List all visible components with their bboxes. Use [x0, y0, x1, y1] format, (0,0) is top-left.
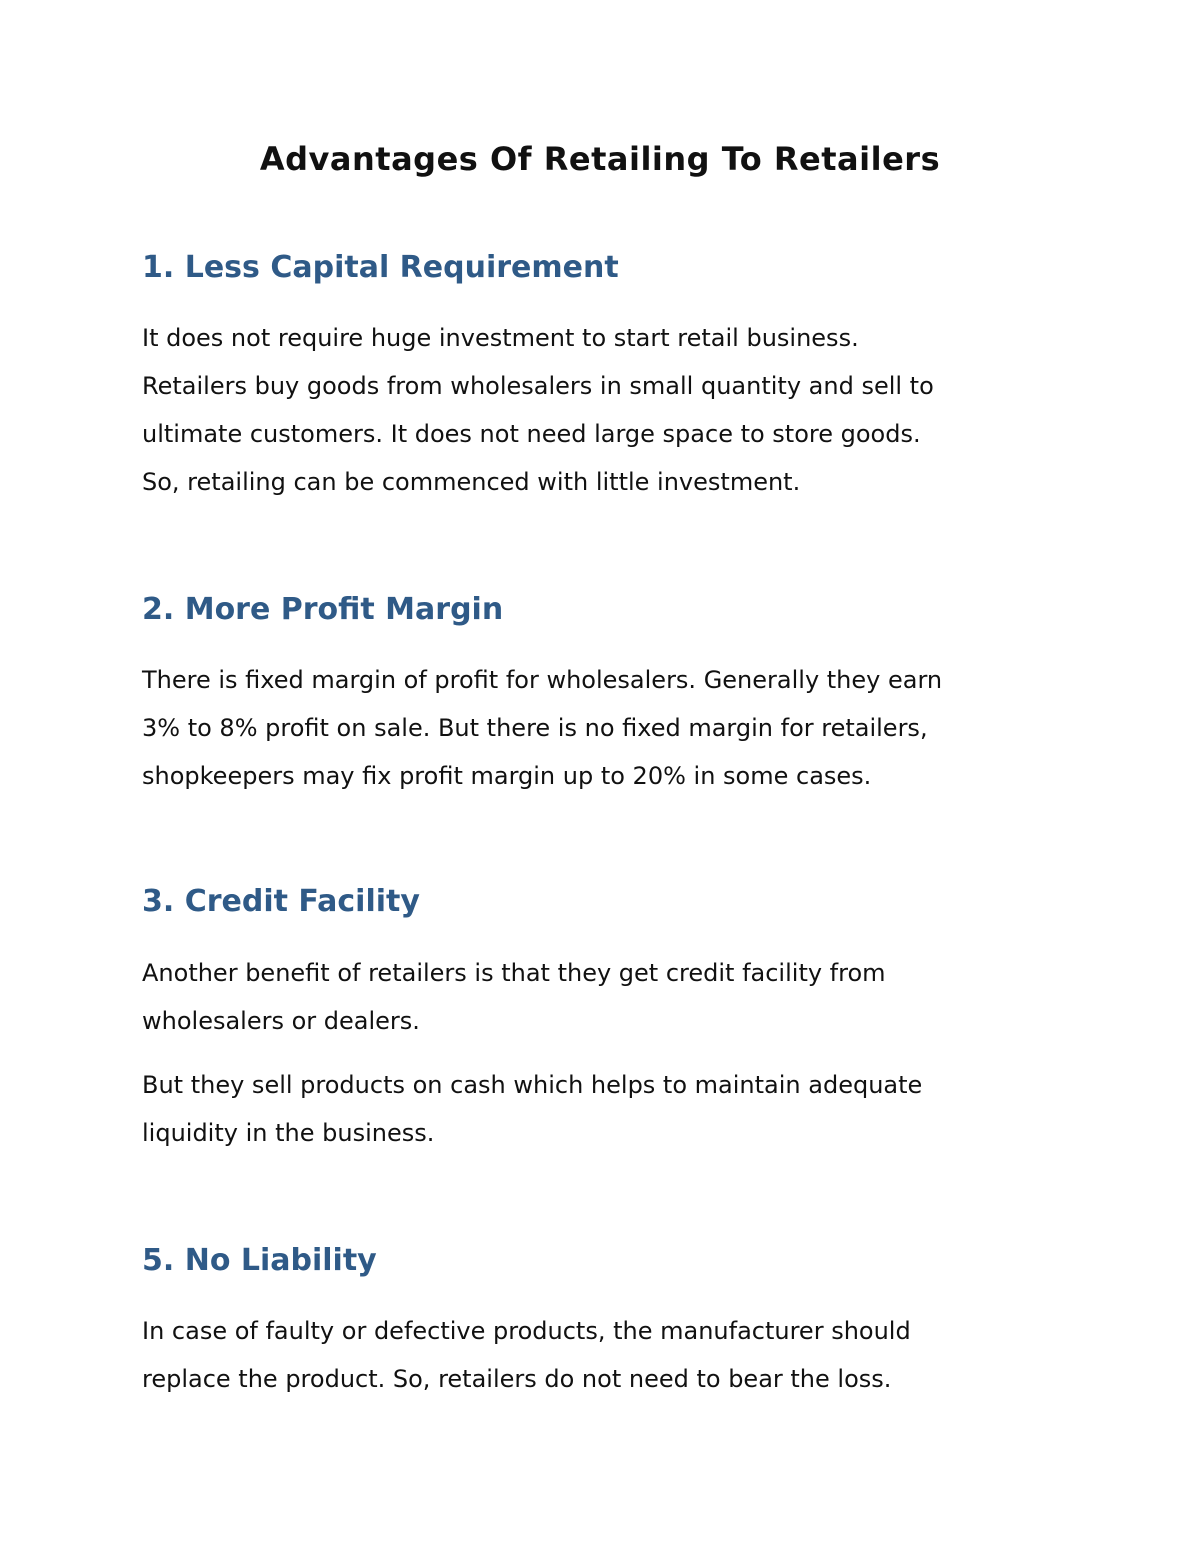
- section-heading-no-liability: 5. No Liability: [142, 1243, 377, 1278]
- paragraph-line: liquidity in the business.: [142, 1119, 435, 1147]
- section-heading-more-profit-margin: 2. More Profit Margin: [142, 592, 504, 627]
- section-paragraph: [142, 1061, 1082, 1157]
- section-paragraph: [142, 314, 1082, 506]
- paragraph-line: wholesalers or dealers.: [142, 1007, 420, 1035]
- section-heading-less-capital-requirement: 1. Less Capital Requirement: [142, 250, 619, 285]
- paragraph-line: There is fixed margin of profit for wholesalers. Generally they earn: [142, 666, 943, 694]
- paragraph-line: ultimate customers. It does not need large space to store goods.: [142, 420, 921, 448]
- paragraph-line: So, retailing can be commenced with little investment.: [142, 468, 801, 496]
- paragraph-line: shopkeepers may fix profit margin up to 20% in some cases.: [142, 762, 872, 790]
- section-heading-credit-facility: 3. Credit Facility: [142, 884, 420, 919]
- section-paragraph: [142, 949, 1082, 1045]
- paragraph-line: Another benefit of retailers is that they get credit facility from: [142, 959, 886, 987]
- paragraph-line: In case of faulty or defective products, the manufacturer should: [142, 1317, 911, 1345]
- paragraph-line: replace the product. So, retailers do not need to bear the loss.: [142, 1365, 892, 1393]
- paragraph-line: 3% to 8% profit on sale. But there is no fixed margin for retailers,: [142, 714, 928, 742]
- paragraph-line: But they sell products on cash which helps to maintain adequate: [142, 1071, 923, 1099]
- page-title: Advantages Of Retailing To Retailers: [259, 140, 941, 178]
- section-paragraph: [142, 1307, 1082, 1403]
- paragraph-line: Retailers buy goods from wholesalers in small quantity and sell to: [142, 372, 934, 400]
- section-paragraph: [142, 656, 1082, 800]
- paragraph-line: It does not require huge investment to start retail business.: [142, 324, 859, 352]
